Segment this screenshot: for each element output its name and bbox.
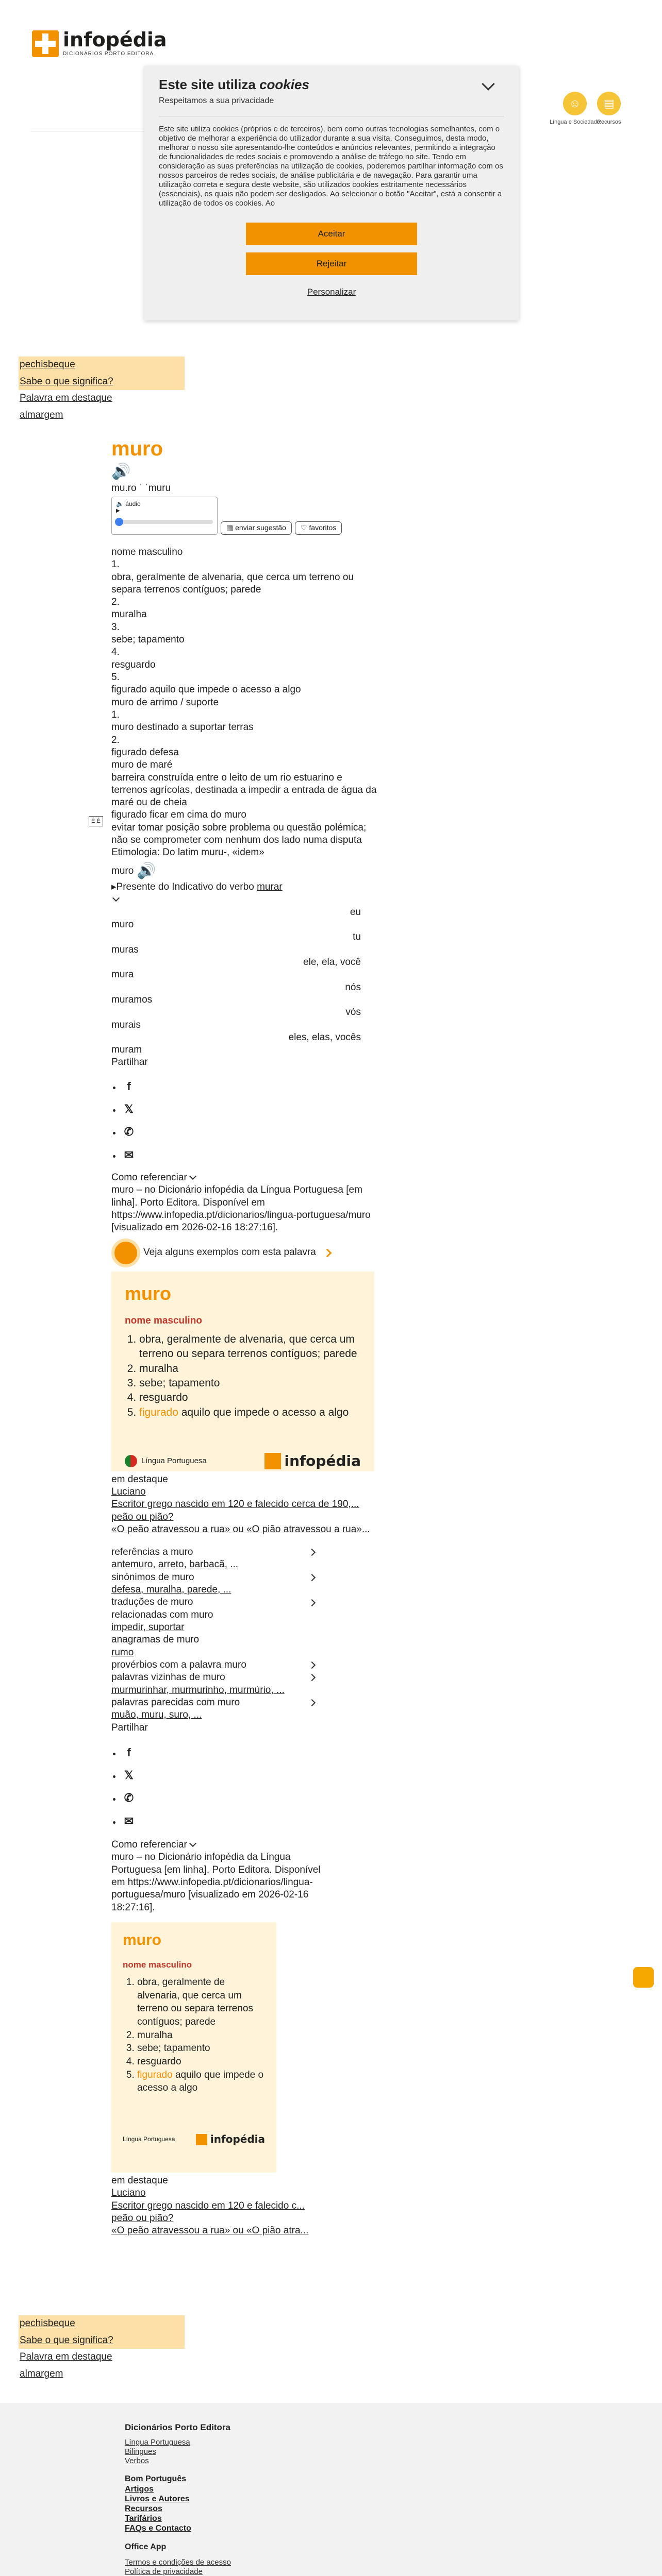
link-almargem[interactable]: almargem bbox=[20, 410, 63, 421]
entry-main bbox=[111, 436, 379, 2238]
conj-person: eu bbox=[350, 906, 361, 918]
chevron-right-icon bbox=[308, 1699, 316, 1706]
whatsapp-icon[interactable]: ✆ bbox=[124, 1791, 134, 1805]
link-pechisbeque[interactable]: pechisbeque bbox=[19, 357, 185, 374]
logo-plus-icon bbox=[32, 30, 59, 57]
footer-links bbox=[125, 2422, 271, 2576]
footer-link[interactable]: Artigos bbox=[125, 2484, 154, 2494]
link-sabe-significa[interactable]: Sabe o que significa? bbox=[19, 374, 185, 391]
conj-person: tu bbox=[353, 931, 361, 943]
def-line: muralha bbox=[111, 609, 147, 620]
def-line: resguardo bbox=[111, 659, 156, 670]
related-list bbox=[111, 1546, 318, 1721]
card-sense: 1. obra, geralmente de alvenaria, que cerca um terreno ou separa terrenos contíguos; parede bbox=[137, 1976, 265, 2029]
chevron-right-icon bbox=[308, 1674, 316, 1681]
featured-q2[interactable]: «O peão atravessou a rua» ou «O pião atra... bbox=[111, 2225, 309, 2236]
featured-name[interactable]: Luciano bbox=[111, 1486, 146, 1497]
cookie-title: Este site utiliza cookies bbox=[159, 77, 309, 92]
footer-link[interactable]: Verbos bbox=[125, 2456, 149, 2466]
conj-form: muro bbox=[111, 919, 134, 930]
featured-desc[interactable]: Escritor grego nascido em 120 e falecido cerca de 190,... bbox=[111, 1499, 359, 1510]
cookie-body: Este site utiliza cookies (próprios e de terceiros), bem como outras tecnologias semelhantes, com o objetivo de melhorar a experiência do utilizador durante a sua visita. Conseguimos, desta modo, melhorar o nosso site apresentando-lhe conteúdos e anúncios relevantes, permitindo a integração de funcionalidades de redes sociais e promovendo a análise de tráfego no site. Tendo em consideração as suas preferências na utilização de cookies, poderemos partilhar informação com os nossos parceiros de redes sociais, de análise publicitária e de navegação. Para garantir uma utilização correta e segura deste website, são utilizados cookies estritamente necessários (essenciais), os quais não podem ser desligados. Ao selecionar o botão "Aceitar", está a consentir a utilização de todos os cookies. Ao bbox=[159, 124, 503, 208]
pronunciation: mu.ro ˈ ˈmuru bbox=[111, 482, 171, 494]
conjugation-title: ▸Presente do Indicativo do verbo murar bbox=[111, 882, 283, 893]
def-line: 2. bbox=[111, 734, 120, 745]
featured-q2[interactable]: «O peão atravessou a rua» ou «O pião atravessou a rua»... bbox=[111, 1523, 370, 1535]
card-sense: 4. resguardo bbox=[139, 1391, 361, 1405]
logo-plus-icon bbox=[264, 1453, 281, 1469]
conj-person: eles, elas, vocês bbox=[288, 1031, 361, 1043]
card-word: muro bbox=[123, 1931, 161, 1948]
def-line: 1. bbox=[111, 559, 120, 570]
personalize-link[interactable]: Personalizar bbox=[307, 286, 356, 297]
featured-block bbox=[111, 1473, 379, 1536]
cookie-subtitle: Respeitamos a sua privacidade bbox=[159, 96, 274, 105]
card-sense: 3. sebe; tapamento bbox=[137, 2042, 265, 2055]
footer-link[interactable]: Termos e condições de acesso bbox=[125, 2557, 231, 2567]
def-line: muro destinado a suportar terras bbox=[111, 722, 254, 733]
card-gram: nome masculino bbox=[125, 1315, 202, 1326]
side-tag[interactable]: É É bbox=[89, 816, 103, 826]
similar-row[interactable]: palavras parecidas com muro bbox=[111, 1697, 318, 1709]
def-line: barreira construída entre o leito de um rio estuarino e terrenos agrícolas, destinada a impedir a entrada de água da maré ou de cheia bbox=[111, 772, 377, 808]
featured-title: em destaque bbox=[111, 2175, 168, 2186]
near-list[interactable]: murmurinhar, murmurinho, murmúrio, ... bbox=[111, 1684, 285, 1696]
footer bbox=[0, 2403, 662, 2576]
card-logo: infopédia bbox=[196, 2133, 265, 2146]
card-sense: 2. muralha bbox=[139, 1362, 361, 1376]
def-line: 1. bbox=[111, 709, 120, 720]
refs-row[interactable]: referências a muro bbox=[111, 1546, 318, 1558]
link-palavra-destaque[interactable]: Palavra em destaque bbox=[20, 2351, 112, 2363]
def-line: muro de maré bbox=[111, 759, 173, 771]
def-line: 5. bbox=[111, 672, 120, 683]
def-line: evitar tomar posição sobre problema ou questão polémica; não se comprometer com nenhum dos lado numa disputa bbox=[111, 822, 367, 846]
chevron-right-icon bbox=[323, 1248, 332, 1257]
cite-toggle[interactable]: Como referenciar bbox=[111, 1839, 379, 1851]
audio-progress-bar[interactable] bbox=[116, 520, 213, 524]
quick-link-resources[interactable] bbox=[597, 92, 621, 126]
featured-name[interactable]: Luciano bbox=[111, 2188, 146, 2199]
book-icon: ▤ bbox=[597, 92, 621, 115]
card-sense: 1. obra, geralmente de alvenaria, que cerca um terreno ou separa terrenos contíguos; parede bbox=[139, 1332, 361, 1362]
card-logo: infopédia bbox=[264, 1452, 361, 1470]
conjugation-table bbox=[111, 906, 361, 1057]
def-line: figurado ficar em cima do muro bbox=[111, 809, 246, 821]
speaker-icon: 🔈 bbox=[116, 500, 124, 507]
portugal-flag-icon bbox=[125, 1455, 137, 1467]
def-line: 2. bbox=[111, 597, 120, 608]
quick-link-society[interactable] bbox=[550, 92, 600, 126]
footer-link[interactable]: Língua Portuguesa bbox=[125, 2438, 190, 2447]
play-icon[interactable]: ▶ bbox=[116, 508, 120, 514]
chevron-right-icon bbox=[308, 1549, 316, 1556]
footer-link[interactable]: Tarifários bbox=[125, 2514, 162, 2523]
cookie-modal bbox=[144, 66, 519, 320]
chat-button[interactable] bbox=[633, 1967, 654, 1988]
similar-list[interactable]: muão, muru, suro, ... bbox=[111, 1709, 202, 1721]
anag-list[interactable]: rumo bbox=[111, 1647, 134, 1658]
conj-form: muramos bbox=[111, 994, 153, 1005]
conj-person: ele, ela, você bbox=[303, 956, 361, 968]
anag-label: anagramas de muro bbox=[111, 1634, 200, 1646]
share-list bbox=[111, 1741, 379, 1833]
speaker-icon[interactable]: 🔊 bbox=[111, 463, 131, 481]
citation-text: muro – no Dicionário infopédia da Língua Portuguesa [em linha]. Porto Editora. Disponível em https://www.infopedia.pt/dicionarios/lingua-portuguesa/muro [visualizado em 2026-02-16 18:27:16]. bbox=[111, 1852, 321, 1913]
entry-card-small bbox=[111, 1922, 276, 2173]
language-label: Língua Portuguesa bbox=[123, 2135, 175, 2143]
rel-list[interactable]: impedir, suportar bbox=[111, 1622, 185, 1633]
featured-title: em destaque bbox=[111, 1473, 168, 1485]
def-line: Etimologia: Do latim muru-, «idem» bbox=[111, 847, 264, 858]
featured-desc[interactable]: Escritor grego nascido em 120 e falecido c... bbox=[111, 2200, 305, 2211]
site-logo[interactable] bbox=[32, 30, 167, 57]
cite-toggle[interactable]: Como referenciar bbox=[111, 1172, 379, 1184]
facebook-icon[interactable]: f bbox=[127, 1079, 131, 1093]
conj-form: muram bbox=[111, 1044, 142, 1056]
email-icon[interactable]: ✉ bbox=[124, 1814, 134, 1827]
link-almargem[interactable]: almargem bbox=[20, 2368, 63, 2380]
footer-link[interactable]: Bilingues bbox=[125, 2447, 156, 2456]
logo-plus-icon bbox=[196, 2134, 207, 2145]
office-app-link[interactable]: Office App bbox=[125, 2542, 167, 2551]
language-label: Língua Portuguesa bbox=[125, 1455, 207, 1467]
footer-link[interactable]: Bom Português bbox=[125, 2475, 187, 2484]
card-sense: 4. resguardo bbox=[137, 2055, 265, 2069]
bottom-links bbox=[19, 2315, 185, 2383]
player-label: áudio bbox=[125, 500, 141, 507]
card-sense: 5. figurado aquilo que impede o acesso a algo bbox=[137, 2069, 265, 2095]
conj-word: muro bbox=[111, 865, 134, 876]
verb-link[interactable]: murar bbox=[257, 882, 283, 893]
x-icon[interactable]: 𝕏 bbox=[124, 1103, 134, 1116]
chevron-right-icon bbox=[308, 1662, 316, 1669]
email-icon[interactable]: ✉ bbox=[124, 1148, 134, 1161]
entry-card bbox=[111, 1272, 374, 1471]
audio-player[interactable] bbox=[111, 497, 218, 535]
chevron-right-icon bbox=[308, 1599, 316, 1606]
def-line: figurado defesa bbox=[111, 747, 179, 758]
card-gram: nome masculino bbox=[123, 1960, 192, 1970]
card-word: muro bbox=[125, 1282, 171, 1304]
citation-text: muro – no Dicionário infopédia da Língua Portuguesa [em linha]. Porto Editora. Disponível em https://www.infopedia.pt/dicionarios/lingua-portuguesa/muro [visualizado em 2026-02-16 18:27:16]. bbox=[111, 1184, 371, 1233]
def-line: figurado aquilo que impede o acesso a algo bbox=[111, 684, 301, 696]
def-line: 3. bbox=[111, 621, 120, 633]
definition-list bbox=[111, 546, 379, 859]
card-sense: 5. figurado aquilo que impede o acesso a algo bbox=[139, 1405, 361, 1420]
footer-link[interactable]: Recursos bbox=[125, 2504, 162, 2513]
facebook-icon[interactable]: f bbox=[127, 1745, 131, 1759]
reject-button[interactable]: Rejeitar bbox=[246, 252, 417, 275]
examples-label: Veja alguns exemplos com esta palavra bbox=[143, 1247, 316, 1258]
refs-list[interactable]: antemuro, arreto, barbacã, ... bbox=[111, 1559, 239, 1570]
link-sabe-significa[interactable]: Sabe o que significa? bbox=[19, 2332, 185, 2349]
syn-list[interactable]: defesa, muralha, parede, ... bbox=[111, 1584, 231, 1596]
card-sense: 3. sebe; tapamento bbox=[139, 1376, 361, 1391]
featured-block bbox=[111, 2175, 379, 2238]
footer-link[interactable]: FAQs e Contacto bbox=[125, 2524, 191, 2533]
trans-row[interactable]: traduções de muro bbox=[111, 1596, 318, 1608]
link-pechisbeque[interactable]: pechisbeque bbox=[19, 2315, 185, 2332]
quick-link-label: Língua e Sociedade bbox=[550, 119, 600, 125]
def-line: sebe; tapamento bbox=[111, 634, 185, 646]
entry-word: muro bbox=[111, 437, 163, 460]
def-line: muro de arrimo / suporte bbox=[111, 697, 219, 708]
examples-link[interactable] bbox=[111, 1239, 379, 1267]
conj-person: vós bbox=[345, 1007, 361, 1018]
footer-heading: Dicionários Porto Editora bbox=[125, 2422, 230, 2432]
share-list bbox=[111, 1075, 379, 1166]
examples-icon bbox=[111, 1239, 140, 1267]
footer-link[interactable]: Política de privacidade bbox=[125, 2567, 203, 2576]
def-line: 4. bbox=[111, 647, 120, 658]
conj-form: mura bbox=[111, 969, 134, 980]
x-icon[interactable]: 𝕏 bbox=[124, 1769, 134, 1782]
top-links bbox=[19, 357, 185, 424]
people-icon: ☺ bbox=[563, 92, 587, 115]
suggest-button[interactable]: ▦ enviar sugestão bbox=[221, 521, 292, 535]
share-label: Partilhar bbox=[111, 1057, 148, 1068]
syn-row[interactable]: sinónimos de muro bbox=[111, 1571, 318, 1584]
chevron-right-icon bbox=[308, 1574, 316, 1581]
conj-person: nós bbox=[345, 981, 361, 993]
accept-button[interactable]: Aceitar bbox=[246, 223, 417, 245]
conj-form: murais bbox=[111, 1019, 141, 1030]
prov-row[interactable]: provérbios com a palavra muro bbox=[111, 1659, 318, 1671]
card-senses bbox=[137, 1976, 265, 2095]
def-line: nome masculino bbox=[111, 546, 183, 557]
speaker-icon[interactable]: 🔊 bbox=[137, 862, 156, 879]
footer-link[interactable]: Livros e Autores bbox=[125, 2494, 190, 2503]
share-label: Partilhar bbox=[111, 1722, 148, 1733]
featured-q1[interactable]: peão ou pião? bbox=[111, 2212, 174, 2224]
whatsapp-icon[interactable]: ✆ bbox=[124, 1125, 134, 1139]
quick-link-label: Recursos bbox=[597, 119, 621, 125]
featured-q1[interactable]: peão ou pião? bbox=[111, 1511, 174, 1522]
chevron-down-icon[interactable] bbox=[111, 893, 379, 906]
card-senses bbox=[139, 1332, 361, 1420]
rel-label: relacionadas com muro bbox=[111, 1609, 213, 1620]
near-row[interactable]: palavras vizinhas de muro bbox=[111, 1671, 318, 1684]
conj-form: muras bbox=[111, 944, 139, 955]
def-line: obra, geralmente de alvenaria, que cerca um terreno ou separa terrenos contíguos; parede bbox=[111, 571, 354, 595]
link-palavra-destaque[interactable]: Palavra em destaque bbox=[20, 393, 112, 404]
favorites-button[interactable]: ♡ favoritos bbox=[295, 521, 342, 535]
logo-subtitle: DICIONÁRIOS PORTO EDITORA bbox=[63, 51, 154, 57]
logo-text: infopédia bbox=[63, 28, 167, 51]
card-sense: 2. muralha bbox=[137, 2029, 265, 2042]
